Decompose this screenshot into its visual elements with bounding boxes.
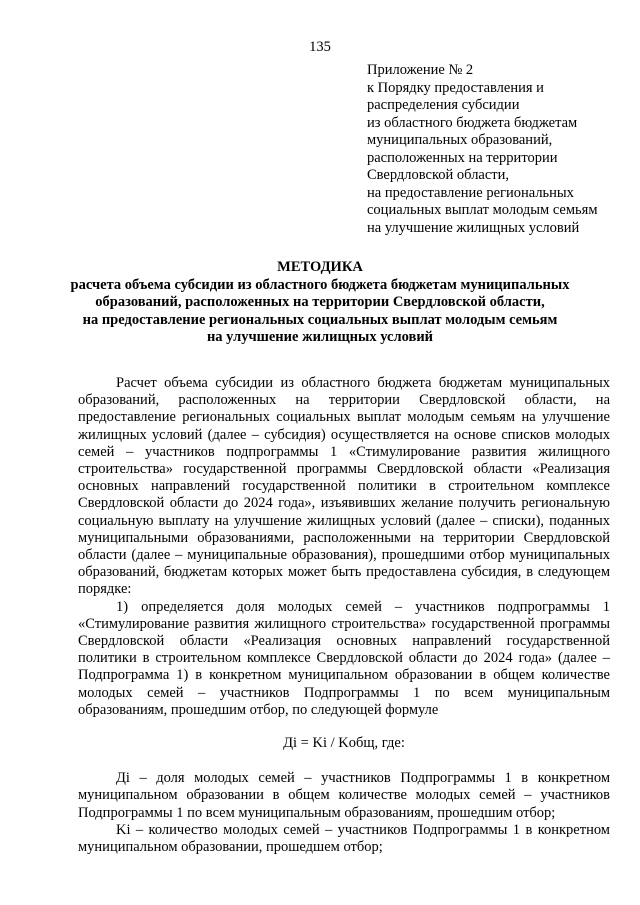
appendix-line: Приложение № 2 <box>367 62 474 78</box>
item-1-paragraph: 1) определяется доля молодых семей – участников подпрограммы 1 «Стимулирование развития жилищного строительства» государственной программы Свердловской области «Реализация основных направлений государственной политики в строительном комплексе Свердловской области до 2024 года» (далее – Подпрограмма 1) в конкретном муниципальном образовании в общем количестве молодых семей – участников Подпрограммы 1 по всем муниципальным образованиям, прошедшим отбор, по следующей формуле <box>78 598 610 718</box>
appendix-line: из областного бюджета бюджетам <box>367 114 578 131</box>
title-line: на улучшение жилищных условий <box>206 329 434 345</box>
page-number: 135 <box>309 39 331 55</box>
document-title <box>60 259 580 347</box>
appendix-line: к Порядку предоставления и <box>367 79 544 96</box>
appendix-note <box>367 62 632 237</box>
appendix-line: распределения субсидии <box>367 97 520 113</box>
formula: Дi = Ki / Kобщ, где: <box>283 735 405 752</box>
title-line: на предоставление региональных социальных выплат молодым семьям <box>82 311 558 328</box>
document-body <box>78 375 610 856</box>
appendix-line: на предоставление региональных <box>367 184 574 201</box>
appendix-line: муниципальных образований, <box>367 132 553 148</box>
appendix-line: Свердловской области, <box>367 167 510 183</box>
definition-paragraph: Ki – количество молодых семей – участников Подпрограммы 1 в конкретном муниципальном образовании, прошедшем отбор; <box>78 821 610 856</box>
definition-paragraph: Дi – доля молодых семей – участников Подпрограммы 1 в конкретном муниципальном образовании в общем количестве молодых семей – участников Подпрограммы 1 по всем муниципальным образованиям, прошедшим отбор; <box>78 770 610 821</box>
title-heading: МЕТОДИКА <box>277 259 363 275</box>
intro-paragraph: Расчет объема субсидии из областного бюджета бюджетам муниципальных образований, расположенных на территории Свердловской области, на предоставление региональных социальных выплат молодым семьям на улучшение жилищных условий (далее – субсидия) осуществляется на основе списков молодых семей – участников подпрограммы 1 «Стимулирование развития жилищного строительства» государственной программы Свердловской области «Реализация основных направлений государственной политики в строительном комплексе Свердловской области до 2024 года», изъявивших желание получить региональную социальную выплату на улучшение жилищных условий (далее – списки), поданных муниципальными образованиями, расположенными на территории Свердловской области (далее – муниципальные образования), прошедшими отбор муниципальных образований, бюджетам которых может быть предоставлена субсидия, в следующем порядке: <box>78 375 610 598</box>
title-line: образований, расположенных на территории Свердловской области, <box>95 294 545 310</box>
appendix-line: социальных выплат молодым семьям <box>367 202 598 218</box>
title-line: расчета объема субсидии из областного бюджета бюджетам муниципальных <box>70 276 570 293</box>
appendix-line: на улучшение жилищных условий <box>367 219 580 236</box>
appendix-line: расположенных на территории <box>367 149 558 166</box>
